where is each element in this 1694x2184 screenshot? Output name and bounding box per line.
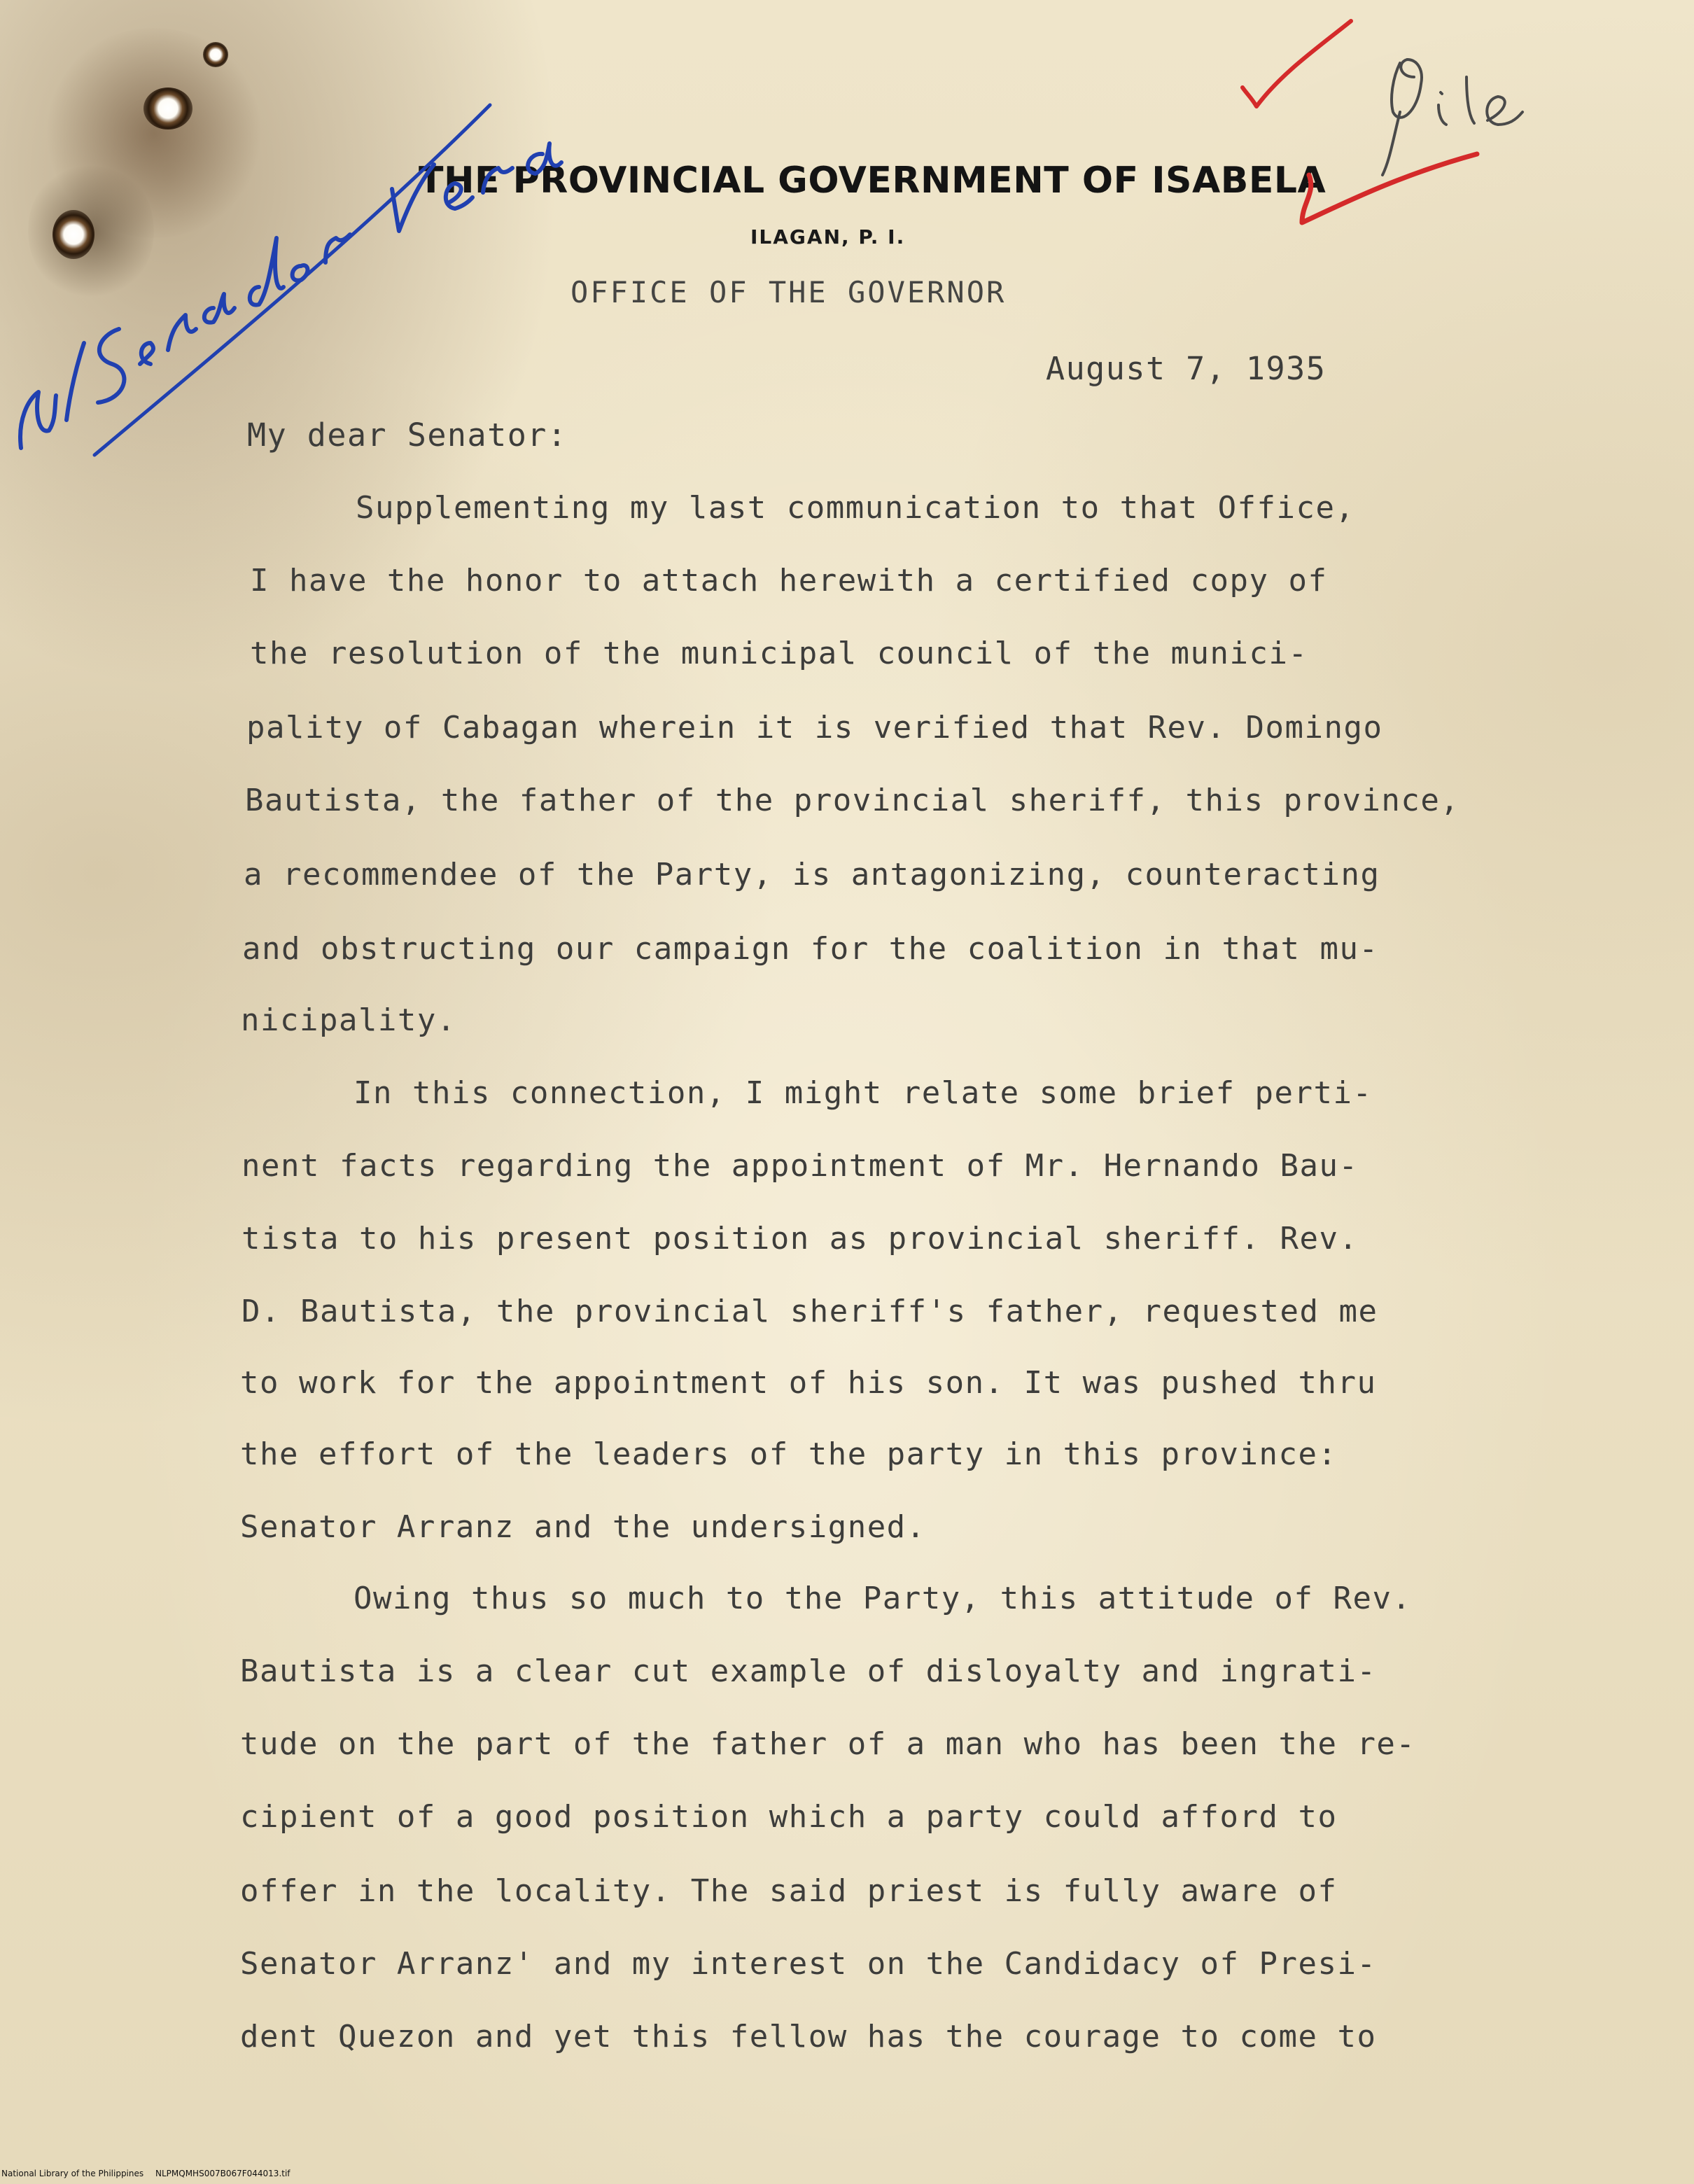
office-line: OFFICE OF THE GOVERNOR <box>570 275 1007 309</box>
body-line: tude on the part of the father of a man who has been the re- <box>240 1726 1416 1762</box>
body-line: to work for the appointment of his son. It was pushed thru <box>240 1365 1377 1401</box>
burn-hole <box>52 210 94 259</box>
body-line: In this connection, I might relate some brief perti- <box>354 1075 1373 1111</box>
file-note <box>1382 59 1522 175</box>
body-line: nicipality. <box>241 1002 456 1038</box>
body-line: Bautista, the father of the provincial sheriff, this province, <box>245 783 1460 818</box>
body-line: Supplementing my last communication to that Office, <box>356 490 1355 526</box>
body-line: Bautista is a clear cut example of disloyalty and ingrati- <box>240 1653 1377 1689</box>
burn-hole <box>144 88 192 130</box>
letter-date: August 7, 1935 <box>1046 350 1326 387</box>
body-line: nent facts regarding the appointment of Mr. Hernando Bau- <box>241 1148 1359 1184</box>
body-line: and obstructing our campaign for the coalition in that mu- <box>242 931 1379 967</box>
body-line: a recommendee of the Party, is antagonizing, counteracting <box>244 857 1380 892</box>
body-line: Owing thus so much to the Party, this attitude of Rev. <box>354 1581 1412 1616</box>
footer-library: National Library of the Philippines <box>1 2169 144 2178</box>
burn-hole <box>203 42 228 67</box>
body-line: D. Bautista, the provincial sheriff's father, requested me <box>241 1294 1378 1329</box>
body-line: offer in the locality. The said priest is fully aware of <box>240 1873 1338 1909</box>
body-line: pality of Cabagan wherein it is verified that Rev. Domingo <box>246 710 1383 746</box>
letterhead-city: ILAGAN, P. I. <box>750 225 906 248</box>
body-line: tista to his present position as provincial sheriff. Rev. <box>241 1221 1359 1256</box>
body-line: dent Quezon and yet this fellow has the courage to come to <box>240 2019 1377 2054</box>
body-line: cipient of a good position which a party could afford to <box>240 1799 1338 1835</box>
salutation: My dear Senator: <box>247 416 568 454</box>
body-line: the effort of the leaders of the party in this province: <box>240 1436 1338 1472</box>
body-line: I have the honor to attach herewith a certified copy of <box>250 563 1328 598</box>
footer-file: NLPMQMHS007B067F044013.tif <box>155 2169 290 2178</box>
body-line: Senator Arranz' and my interest on the Candidacy of Presi- <box>240 1946 1377 1982</box>
body-line: Senator Arranz and the undersigned. <box>240 1509 926 1545</box>
body-line: the resolution of the municipal council of the munici- <box>250 636 1308 671</box>
letterhead-title: THE PROVINCIAL GOVERNMENT OF ISABELA <box>419 160 1326 202</box>
